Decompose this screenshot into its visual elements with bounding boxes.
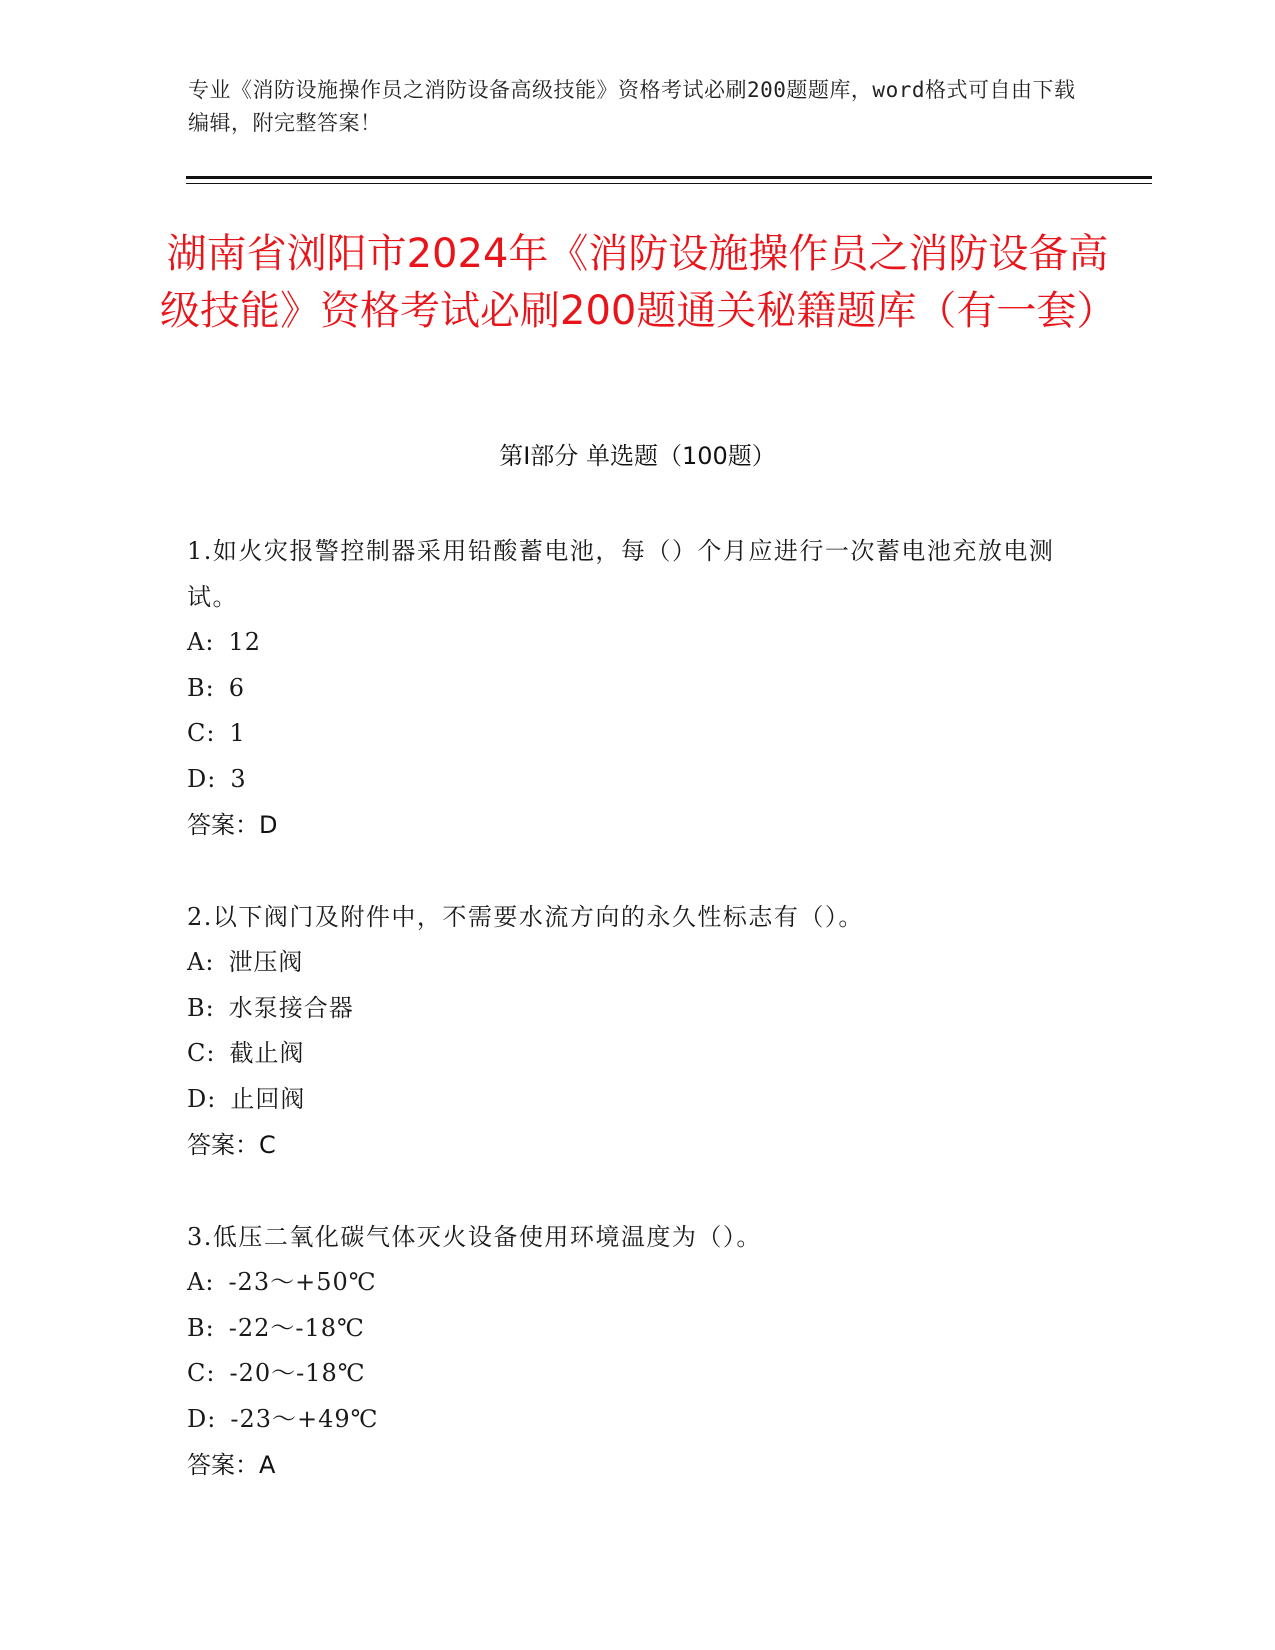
- option-c: [187, 1351, 1067, 1397]
- option-letter: C: [187, 1039, 207, 1067]
- option-letter: C: [187, 1359, 207, 1387]
- option-letter: B: [187, 673, 206, 702]
- option-value: 止回阀: [230, 1084, 306, 1113]
- answer-line: [187, 1122, 1067, 1168]
- option-a: [187, 940, 1067, 986]
- option-separator: :: [207, 1084, 217, 1113]
- option-separator: :: [205, 948, 215, 976]
- option-separator: :: [205, 673, 215, 702]
- option-letter: D: [187, 1084, 208, 1113]
- option-letter: B: [187, 993, 206, 1022]
- option-value: 水泵接合器: [228, 993, 354, 1022]
- option-a: [187, 620, 1067, 666]
- option-b: [187, 666, 1067, 712]
- option-value: 1: [229, 719, 246, 747]
- option-letter: A: [187, 1268, 206, 1296]
- option-a: [187, 1260, 1067, 1306]
- option-letter: A: [187, 628, 206, 656]
- option-separator: :: [205, 993, 215, 1022]
- question-text: 2.以下阀门及附件中，不需要水流方向的永久性标志有（）。: [187, 903, 864, 931]
- option-separator: :: [207, 1404, 217, 1433]
- answer-line: [187, 802, 1067, 848]
- option-value: -23～+50℃: [228, 1268, 377, 1296]
- header-note: 专业《消防设施操作员之消防设备高级技能》资格考试必刷200题题库，word格式可自由下载编辑，附完整答案！: [188, 78, 1076, 135]
- option-separator: :: [205, 628, 215, 656]
- answer-label: 答案：: [187, 1451, 259, 1479]
- answer-label: 答案：: [187, 1131, 259, 1159]
- option-value: 6: [228, 673, 246, 702]
- question-2: [187, 894, 1067, 1168]
- option-letter: C: [187, 719, 207, 747]
- header-rule-thick: [186, 176, 1152, 179]
- option-d: [187, 1077, 1067, 1123]
- question-3: [187, 1214, 1067, 1488]
- answer-line: [187, 1442, 1067, 1488]
- option-value: 3: [230, 764, 247, 793]
- option-letter: A: [187, 948, 206, 976]
- option-value: 12: [228, 628, 261, 656]
- question-list: [187, 528, 1067, 1534]
- answer-label: 答案：: [187, 811, 259, 839]
- option-separator: :: [205, 1268, 215, 1296]
- option-value: 截止阀: [229, 1039, 305, 1067]
- header-rule-thin: [186, 183, 1152, 184]
- option-letter: B: [187, 1313, 206, 1342]
- option-b: [187, 1306, 1067, 1352]
- option-b: [187, 986, 1067, 1032]
- answer-value: D: [259, 811, 278, 839]
- option-separator: :: [206, 1359, 216, 1387]
- answer-value: C: [259, 1131, 276, 1159]
- option-c: [187, 1031, 1067, 1077]
- question-1: [187, 528, 1067, 848]
- answer-value: A: [259, 1451, 276, 1479]
- option-separator: :: [205, 1313, 215, 1342]
- document-title: 湖南省浏阳市2024年《消防设施操作员之消防设备高级技能》资格考试必刷200题通关秘籍题库（有一套）: [160, 231, 1117, 334]
- option-value: -23～+49℃: [230, 1404, 379, 1433]
- option-d: [187, 757, 1067, 803]
- option-value: -20～-18℃: [229, 1359, 366, 1387]
- option-separator: :: [206, 719, 216, 747]
- option-c: [187, 711, 1067, 757]
- question-text: 3.低压二氧化碳气体灭火设备使用环境温度为（）。: [187, 1223, 762, 1251]
- option-separator: :: [207, 764, 217, 793]
- option-value: -22～-18℃: [228, 1313, 365, 1342]
- option-letter: D: [187, 1404, 208, 1433]
- option-letter: D: [187, 764, 208, 793]
- option-separator: :: [206, 1039, 216, 1067]
- option-value: 泄压阀: [228, 948, 304, 976]
- section-heading: 第Ⅰ部分 单选题（100题）: [499, 442, 776, 470]
- question-text: 1.如火灾报警控制器采用铅酸蓄电池，每（）个月应进行一次蓄电池充放电测试。: [187, 537, 1055, 611]
- option-d: [187, 1397, 1067, 1443]
